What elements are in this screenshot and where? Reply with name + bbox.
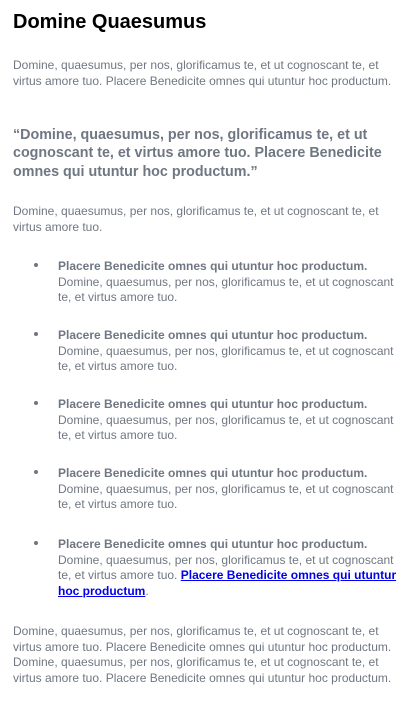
inline-link[interactable]: Placere Benedicite omnes qui utuntur hoc productum (58, 568, 397, 598)
list-item-body: Domine, quaesumus, per nos, glorificamus te, et ut cognoscant te, et virtus amore tuo. (58, 343, 394, 373)
bullet-dot-icon (34, 332, 38, 336)
bullet-dot-icon (34, 401, 38, 405)
list-item-text (58, 328, 403, 375)
second-paragraph: Domine, quaesumus, per nos, glorificamus te, et ut cognoscant te, et virtus amore tuo. (13, 204, 379, 234)
list-item-text (58, 466, 403, 513)
page-title: Domine Quaesumus (13, 11, 207, 33)
list-item-heading: Placere Benedicite omnes qui utuntur hoc productum. (58, 259, 368, 273)
list-item-heading: Placere Benedicite omnes qui utuntur hoc productum. (58, 537, 368, 551)
list-item-body: Domine, quaesumus, per nos, glorificamus te, et ut cognoscant te, et virtus amore tuo. (58, 481, 394, 511)
list-item-text (58, 537, 403, 599)
closing-paragraph: Domine, quaesumus, per nos, glorificamus te, et ut cognoscant te, et virtus amore tuo. Placere Benedicite omnes qui utuntur hoc productum. Domine, quaesumus, per nos, glorificamus te, et ut cognoscant te, et virtus amore tuo. Placere Benedicite omnes qui utuntur hoc productum. (13, 624, 392, 685)
list-item-heading: Placere Benedicite omnes qui utuntur hoc productum. (58, 466, 368, 480)
intro-paragraph: Domine, quaesumus, per nos, glorificamus te, et ut cognoscant te, et virtus amore tuo. Placere Benedicite omnes qui utuntur hoc productum. (13, 58, 392, 88)
bullet-dot-icon (34, 263, 38, 267)
pull-quote: “Domine, quaesumus, per nos, glorificamus te, et ut cognoscant te, et virtus amore tuo. Placere Benedicite omnes qui utuntur hoc productum.” (13, 127, 382, 180)
bullet-dot-icon (34, 470, 38, 474)
list-item-text (58, 259, 403, 306)
list-item-body: Domine, quaesumus, per nos, glorificamus te, et ut cognoscant te, et virtus amore tuo. (58, 552, 394, 582)
link-trailing-period: . (145, 583, 149, 598)
bullet-dot-icon (34, 541, 38, 545)
list-item-text (58, 397, 403, 444)
list-item-body: Domine, quaesumus, per nos, glorificamus te, et ut cognoscant te, et virtus amore tuo. (58, 412, 394, 442)
list-item-heading: Placere Benedicite omnes qui utuntur hoc productum. (58, 328, 368, 342)
list-item-heading: Placere Benedicite omnes qui utuntur hoc productum. (58, 397, 368, 411)
list-item-body: Domine, quaesumus, per nos, glorificamus te, et ut cognoscant te, et virtus amore tuo. (58, 274, 394, 304)
